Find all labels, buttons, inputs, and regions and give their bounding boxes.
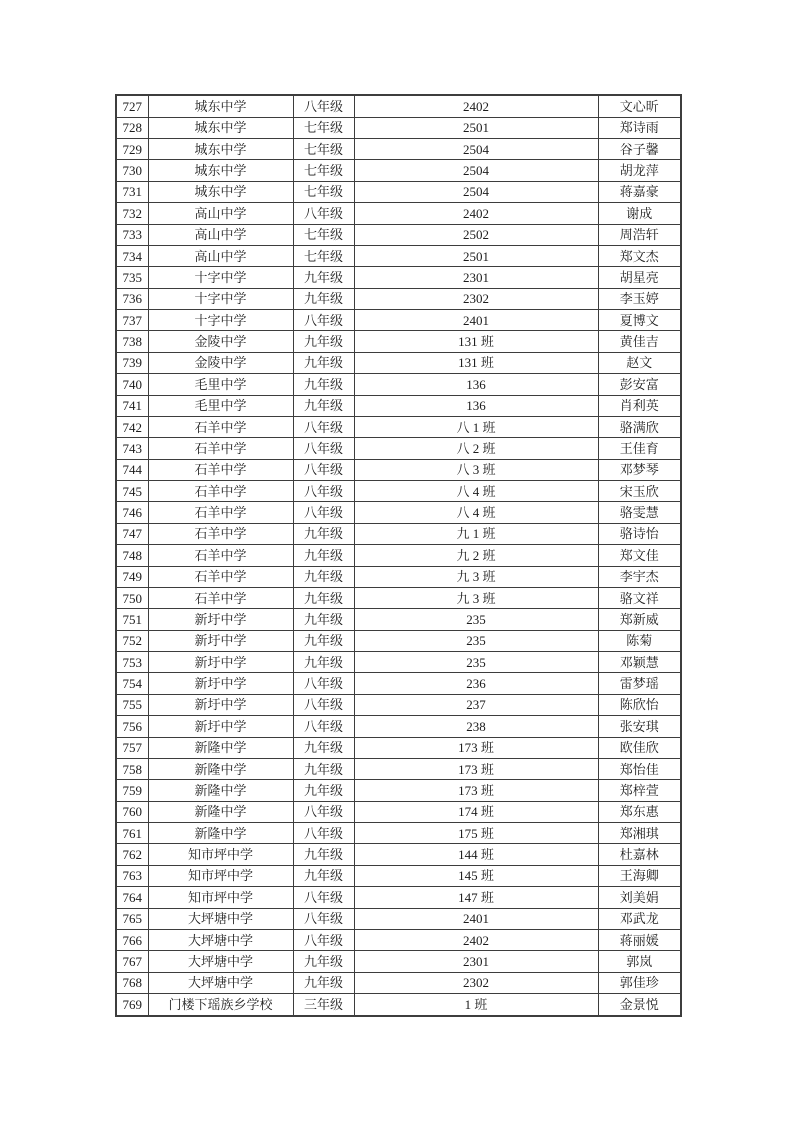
table-row — [116, 609, 681, 630]
cell-class: 175 班 — [354, 823, 598, 844]
cell-name: 周浩轩 — [598, 224, 681, 245]
table-row — [116, 652, 681, 673]
cell-class: 八 3 班 — [354, 459, 598, 480]
cell-row-number: 745 — [116, 481, 148, 502]
cell-school: 门楼下瑶族乡学校 — [148, 994, 293, 1016]
cell-name: 杜嘉林 — [598, 844, 681, 865]
cell-grade: 九年级 — [293, 523, 354, 544]
cell-grade: 九年级 — [293, 395, 354, 416]
cell-grade: 九年级 — [293, 587, 354, 608]
cell-class: 238 — [354, 716, 598, 737]
cell-grade: 八年级 — [293, 310, 354, 331]
cell-name: 胡龙萍 — [598, 160, 681, 181]
cell-grade: 九年级 — [293, 972, 354, 993]
cell-school: 石羊中学 — [148, 545, 293, 566]
cell-school: 石羊中学 — [148, 566, 293, 587]
cell-grade: 九年级 — [293, 652, 354, 673]
cell-school: 城东中学 — [148, 117, 293, 138]
cell-school: 城东中学 — [148, 181, 293, 202]
cell-row-number: 746 — [116, 502, 148, 523]
cell-grade: 九年级 — [293, 951, 354, 972]
cell-row-number: 742 — [116, 416, 148, 437]
cell-school: 高山中学 — [148, 245, 293, 266]
cell-school: 新隆中学 — [148, 823, 293, 844]
cell-grade: 九年级 — [293, 865, 354, 886]
cell-row-number: 734 — [116, 245, 148, 266]
cell-class: 147 班 — [354, 887, 598, 908]
cell-grade: 八年级 — [293, 823, 354, 844]
cell-name: 郑文杰 — [598, 245, 681, 266]
cell-grade: 七年级 — [293, 181, 354, 202]
cell-grade: 九年级 — [293, 267, 354, 288]
table-row — [116, 438, 681, 459]
cell-row-number: 741 — [116, 395, 148, 416]
cell-class: 2501 — [354, 117, 598, 138]
cell-school: 高山中学 — [148, 224, 293, 245]
cell-class: 九 3 班 — [354, 566, 598, 587]
cell-class: 145 班 — [354, 865, 598, 886]
cell-row-number: 766 — [116, 929, 148, 950]
table-row — [116, 694, 681, 715]
cell-grade: 九年级 — [293, 566, 354, 587]
table-row — [116, 288, 681, 309]
cell-row-number: 747 — [116, 523, 148, 544]
cell-class: 八 2 班 — [354, 438, 598, 459]
cell-name: 王海卿 — [598, 865, 681, 886]
table-row — [116, 310, 681, 331]
cell-row-number: 751 — [116, 609, 148, 630]
cell-row-number: 727 — [116, 95, 148, 117]
cell-school: 大坪塘中学 — [148, 908, 293, 929]
cell-grade: 九年级 — [293, 374, 354, 395]
cell-school: 新隆中学 — [148, 758, 293, 779]
cell-class: 136 — [354, 374, 598, 395]
cell-school: 十字中学 — [148, 288, 293, 309]
cell-grade: 八年级 — [293, 929, 354, 950]
cell-row-number: 757 — [116, 737, 148, 758]
cell-class: 173 班 — [354, 758, 598, 779]
cell-row-number: 753 — [116, 652, 148, 673]
cell-class: 237 — [354, 694, 598, 715]
cell-row-number: 749 — [116, 566, 148, 587]
cell-class: 九 3 班 — [354, 587, 598, 608]
table-row — [116, 160, 681, 181]
cell-name: 郑东惠 — [598, 801, 681, 822]
cell-grade: 七年级 — [293, 160, 354, 181]
cell-row-number: 735 — [116, 267, 148, 288]
table-row — [116, 887, 681, 908]
cell-school: 新圩中学 — [148, 652, 293, 673]
cell-row-number: 769 — [116, 994, 148, 1016]
cell-name: 黄佳吉 — [598, 331, 681, 352]
cell-row-number: 765 — [116, 908, 148, 929]
cell-grade: 八年级 — [293, 459, 354, 480]
cell-row-number: 767 — [116, 951, 148, 972]
cell-row-number: 740 — [116, 374, 148, 395]
cell-name: 郭岚 — [598, 951, 681, 972]
table-row — [116, 758, 681, 779]
cell-class: 235 — [354, 630, 598, 651]
table-row — [116, 224, 681, 245]
cell-row-number: 760 — [116, 801, 148, 822]
cell-row-number: 756 — [116, 716, 148, 737]
table-row — [116, 908, 681, 929]
table-row — [116, 545, 681, 566]
cell-class: 173 班 — [354, 780, 598, 801]
table-row — [116, 951, 681, 972]
cell-name: 谷子馨 — [598, 139, 681, 160]
cell-name: 郑梓萱 — [598, 780, 681, 801]
cell-grade: 九年级 — [293, 630, 354, 651]
cell-name: 郑怡佳 — [598, 758, 681, 779]
cell-name: 文心昕 — [598, 95, 681, 117]
cell-grade: 八年级 — [293, 502, 354, 523]
table-row — [116, 459, 681, 480]
cell-row-number: 764 — [116, 887, 148, 908]
cell-class: 2302 — [354, 972, 598, 993]
cell-row-number: 758 — [116, 758, 148, 779]
cell-class: 2401 — [354, 310, 598, 331]
cell-name: 张安琪 — [598, 716, 681, 737]
cell-school: 石羊中学 — [148, 502, 293, 523]
cell-grade: 八年级 — [293, 887, 354, 908]
cell-grade: 八年级 — [293, 694, 354, 715]
cell-name: 刘美娟 — [598, 887, 681, 908]
table-row — [116, 630, 681, 651]
cell-name: 郭佳珍 — [598, 972, 681, 993]
cell-name: 谢成 — [598, 203, 681, 224]
cell-name: 骆文祥 — [598, 587, 681, 608]
cell-class: 2504 — [354, 181, 598, 202]
cell-school: 新隆中学 — [148, 801, 293, 822]
cell-name: 陈菊 — [598, 630, 681, 651]
cell-school: 新隆中学 — [148, 737, 293, 758]
cell-school: 石羊中学 — [148, 587, 293, 608]
table-row — [116, 395, 681, 416]
cell-name: 彭安富 — [598, 374, 681, 395]
cell-class: 2301 — [354, 267, 598, 288]
cell-name: 雷梦瑶 — [598, 673, 681, 694]
cell-name: 郑文佳 — [598, 545, 681, 566]
cell-class: 2402 — [354, 929, 598, 950]
student-records-table — [115, 94, 682, 1017]
cell-row-number: 768 — [116, 972, 148, 993]
cell-class: 236 — [354, 673, 598, 694]
cell-row-number: 761 — [116, 823, 148, 844]
cell-grade: 八年级 — [293, 438, 354, 459]
cell-row-number: 731 — [116, 181, 148, 202]
cell-school: 石羊中学 — [148, 523, 293, 544]
cell-name: 赵文 — [598, 352, 681, 373]
cell-name: 郑新威 — [598, 609, 681, 630]
cell-grade: 九年级 — [293, 844, 354, 865]
cell-grade: 九年级 — [293, 737, 354, 758]
cell-row-number: 728 — [116, 117, 148, 138]
cell-school: 新圩中学 — [148, 630, 293, 651]
cell-class: 136 — [354, 395, 598, 416]
cell-name: 肖利英 — [598, 395, 681, 416]
cell-class: 235 — [354, 652, 598, 673]
cell-grade: 八年级 — [293, 416, 354, 437]
cell-school: 新圩中学 — [148, 673, 293, 694]
cell-school: 十字中学 — [148, 310, 293, 331]
cell-grade: 八年级 — [293, 801, 354, 822]
cell-grade: 八年级 — [293, 716, 354, 737]
cell-school: 毛里中学 — [148, 395, 293, 416]
cell-class: 2401 — [354, 908, 598, 929]
table-row — [116, 566, 681, 587]
cell-name: 李宇杰 — [598, 566, 681, 587]
table-row — [116, 994, 681, 1016]
table-row — [116, 374, 681, 395]
cell-class: 2502 — [354, 224, 598, 245]
cell-school: 城东中学 — [148, 139, 293, 160]
cell-grade: 八年级 — [293, 908, 354, 929]
cell-name: 骆满欣 — [598, 416, 681, 437]
cell-name: 蒋嘉豪 — [598, 181, 681, 202]
cell-name: 郑湘琪 — [598, 823, 681, 844]
cell-class: 八 4 班 — [354, 502, 598, 523]
table-row — [116, 587, 681, 608]
table-row — [116, 502, 681, 523]
student-records-table-body — [116, 95, 681, 1016]
cell-class: 235 — [354, 609, 598, 630]
cell-school: 大坪塘中学 — [148, 972, 293, 993]
cell-school: 金陵中学 — [148, 352, 293, 373]
table-row — [116, 416, 681, 437]
cell-school: 毛里中学 — [148, 374, 293, 395]
table-row — [116, 865, 681, 886]
cell-grade: 九年级 — [293, 352, 354, 373]
cell-row-number: 754 — [116, 673, 148, 694]
table-row — [116, 801, 681, 822]
table-row — [116, 716, 681, 737]
cell-row-number: 738 — [116, 331, 148, 352]
table-row — [116, 203, 681, 224]
table-row — [116, 673, 681, 694]
cell-class: 144 班 — [354, 844, 598, 865]
table-row — [116, 844, 681, 865]
cell-grade: 九年级 — [293, 758, 354, 779]
cell-class: 1 班 — [354, 994, 598, 1016]
cell-name: 李玉婷 — [598, 288, 681, 309]
cell-row-number: 739 — [116, 352, 148, 373]
cell-row-number: 729 — [116, 139, 148, 160]
cell-school: 石羊中学 — [148, 416, 293, 437]
table-row — [116, 481, 681, 502]
cell-school: 石羊中学 — [148, 481, 293, 502]
cell-school: 金陵中学 — [148, 331, 293, 352]
cell-grade: 八年级 — [293, 673, 354, 694]
cell-class: 九 1 班 — [354, 523, 598, 544]
cell-grade: 七年级 — [293, 224, 354, 245]
cell-name: 郑诗雨 — [598, 117, 681, 138]
cell-row-number: 763 — [116, 865, 148, 886]
cell-class: 2402 — [354, 203, 598, 224]
cell-row-number: 730 — [116, 160, 148, 181]
table-row — [116, 523, 681, 544]
cell-grade: 八年级 — [293, 203, 354, 224]
cell-row-number: 744 — [116, 459, 148, 480]
cell-row-number: 750 — [116, 587, 148, 608]
cell-school: 新圩中学 — [148, 694, 293, 715]
cell-name: 骆雯慧 — [598, 502, 681, 523]
cell-class: 八 1 班 — [354, 416, 598, 437]
cell-row-number: 748 — [116, 545, 148, 566]
cell-grade: 九年级 — [293, 609, 354, 630]
cell-class: 2301 — [354, 951, 598, 972]
cell-school: 十字中学 — [148, 267, 293, 288]
cell-school: 知市坪中学 — [148, 865, 293, 886]
cell-grade: 八年级 — [293, 481, 354, 502]
cell-row-number: 752 — [116, 630, 148, 651]
table-row — [116, 95, 681, 117]
cell-school: 石羊中学 — [148, 459, 293, 480]
cell-class: 2504 — [354, 160, 598, 181]
cell-class: 2302 — [354, 288, 598, 309]
cell-class: 2402 — [354, 95, 598, 117]
cell-grade: 七年级 — [293, 117, 354, 138]
cell-class: 2504 — [354, 139, 598, 160]
cell-class: 131 班 — [354, 331, 598, 352]
cell-school: 石羊中学 — [148, 438, 293, 459]
table-row — [116, 737, 681, 758]
table-row — [116, 823, 681, 844]
cell-class: 2501 — [354, 245, 598, 266]
table-row — [116, 181, 681, 202]
table-row — [116, 117, 681, 138]
cell-row-number: 755 — [116, 694, 148, 715]
cell-grade: 七年级 — [293, 139, 354, 160]
cell-name: 邓颖慧 — [598, 652, 681, 673]
cell-name: 金景悦 — [598, 994, 681, 1016]
cell-school: 大坪塘中学 — [148, 951, 293, 972]
cell-school: 新隆中学 — [148, 780, 293, 801]
cell-grade: 三年级 — [293, 994, 354, 1016]
cell-class: 八 4 班 — [354, 481, 598, 502]
cell-school: 新圩中学 — [148, 609, 293, 630]
cell-school: 大坪塘中学 — [148, 929, 293, 950]
cell-school: 新圩中学 — [148, 716, 293, 737]
cell-grade: 九年级 — [293, 331, 354, 352]
cell-class: 173 班 — [354, 737, 598, 758]
cell-name: 骆诗怡 — [598, 523, 681, 544]
cell-school: 城东中学 — [148, 160, 293, 181]
cell-row-number: 759 — [116, 780, 148, 801]
cell-row-number: 736 — [116, 288, 148, 309]
cell-row-number: 732 — [116, 203, 148, 224]
cell-name: 王佳育 — [598, 438, 681, 459]
cell-row-number: 737 — [116, 310, 148, 331]
table-row — [116, 331, 681, 352]
cell-grade: 七年级 — [293, 245, 354, 266]
cell-grade: 九年级 — [293, 288, 354, 309]
cell-name: 陈欣怡 — [598, 694, 681, 715]
cell-row-number: 743 — [116, 438, 148, 459]
cell-class: 174 班 — [354, 801, 598, 822]
cell-school: 高山中学 — [148, 203, 293, 224]
cell-name: 邓梦琴 — [598, 459, 681, 480]
cell-class: 131 班 — [354, 352, 598, 373]
table-row — [116, 780, 681, 801]
cell-school: 城东中学 — [148, 95, 293, 117]
cell-name: 宋玉欣 — [598, 481, 681, 502]
cell-grade: 九年级 — [293, 780, 354, 801]
cell-name: 蒋丽媛 — [598, 929, 681, 950]
cell-school: 知市坪中学 — [148, 887, 293, 908]
table-row — [116, 352, 681, 373]
cell-row-number: 733 — [116, 224, 148, 245]
cell-grade: 九年级 — [293, 545, 354, 566]
cell-class: 九 2 班 — [354, 545, 598, 566]
cell-grade: 八年级 — [293, 95, 354, 117]
cell-name: 邓武龙 — [598, 908, 681, 929]
cell-school: 知市坪中学 — [148, 844, 293, 865]
cell-name: 胡星亮 — [598, 267, 681, 288]
cell-name: 欧佳欣 — [598, 737, 681, 758]
table-row — [116, 139, 681, 160]
cell-row-number: 762 — [116, 844, 148, 865]
table-row — [116, 267, 681, 288]
table-row — [116, 929, 681, 950]
table-row — [116, 972, 681, 993]
table-row — [116, 245, 681, 266]
cell-name: 夏博文 — [598, 310, 681, 331]
